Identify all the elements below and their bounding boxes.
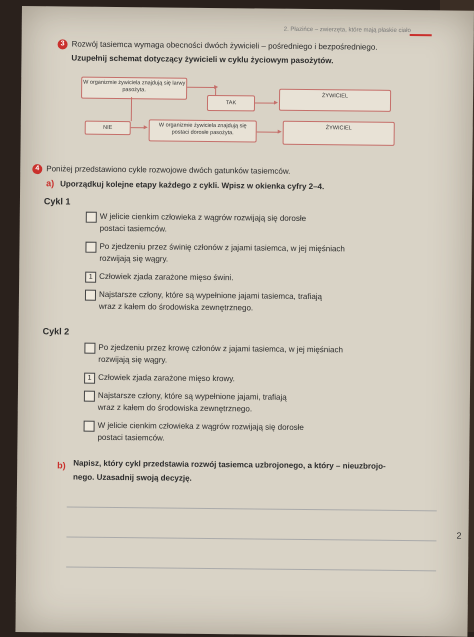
answer-box[interactable]: 1 xyxy=(84,373,95,384)
answer-box[interactable] xyxy=(85,290,96,301)
step-text: Najstarsze człony, które są wypełnione jajami, trafiają xyxy=(97,390,287,402)
diagram-box-nie: NIE xyxy=(85,121,131,135)
part-b-line-1: Napisz, który cykl przedstawia rozwój tasiemca uzbrojonego, a który – nieuzbrojo- xyxy=(73,458,386,471)
cycle-2-title: Cykl 2 xyxy=(42,326,70,337)
step-text: Po zjedzeniu przez krowę członów z jajami tasiemca, w jej mięśniach xyxy=(98,342,344,355)
step-text: wraz z kałem do środowiska zewnętrznego. xyxy=(97,402,253,414)
diagram-arrow xyxy=(131,127,145,128)
diagram-arrow xyxy=(257,131,279,132)
page-number: 2 xyxy=(456,530,462,541)
step-text: postaci tasiemców. xyxy=(99,223,167,234)
diagram-box-tak: TAK xyxy=(207,95,255,112)
answer-box[interactable] xyxy=(84,391,95,402)
header-accent xyxy=(410,34,432,36)
step-text: Po zjedzeniu przez świnię członów z jajami tasiemca, w jej mięśniach xyxy=(99,241,345,254)
step-text: Człowiek zjada zarażone mięso świni. xyxy=(99,271,234,283)
part-b-label: b) xyxy=(57,460,66,471)
diagram-box-adults: W organizmie żywiciela znajdują się postaci dorosłe pasożyta. xyxy=(149,119,257,142)
step-text: Najstarsze człony, które są wypełnione jajami tasiemca, trafiają xyxy=(98,289,323,302)
step-text: rozwijają się wągry. xyxy=(99,253,169,264)
answer-box[interactable] xyxy=(84,343,95,354)
diagram-arrow xyxy=(255,102,275,103)
task-4-intro: Poniżej przedstawiono cykle rozwojowe dwóch gatunków tasiemców. xyxy=(46,164,291,176)
answer-box[interactable]: 1 xyxy=(85,272,96,283)
step-text: wraz z kałem do środowiska zewnętrznego. xyxy=(98,301,254,313)
part-b-line-2: nego. Uzasadnij swoją decyzję. xyxy=(73,472,192,483)
task-3-intro: Rozwój tasiemca wymaga obecności dwóch żywicieli – pośredniego i bezpośredniego. xyxy=(71,39,378,52)
chapter-header: 2. Płazińce – zwierzęta, które mają płaskie ciało xyxy=(283,26,411,35)
answer-box[interactable] xyxy=(85,242,96,253)
diagram-connector xyxy=(131,97,132,121)
step-text: W jelicie cienkim człowieka z wągrów rozwijają się dorosłe xyxy=(99,211,307,223)
step-text: W jelicie cienkim człowieka z wągrów rozwijają się dorosłe xyxy=(97,420,304,432)
diagram-box-host-1: ŻYWICIEL xyxy=(279,89,391,112)
part-a-instruction: Uporządkuj kolejne etapy każdego z cykli. Wpisz w okienka cyfry 2–4. xyxy=(60,179,325,192)
answer-line[interactable] xyxy=(67,506,437,511)
answer-line[interactable] xyxy=(66,566,436,571)
step-text: rozwijają się wągry. xyxy=(98,354,168,365)
step-text: postaci tasiemców. xyxy=(97,432,165,443)
workbook-page xyxy=(15,6,474,637)
diagram-arrow xyxy=(187,87,215,88)
answer-box[interactable] xyxy=(84,421,95,432)
cycle-1-title: Cykl 1 xyxy=(43,196,71,207)
answer-box[interactable] xyxy=(86,212,97,223)
task-3-number: 3 xyxy=(58,39,68,49)
step-text: Człowiek zjada zarażone mięso krowy. xyxy=(98,372,235,384)
diagram-box-host-2: ŻYWICIEL xyxy=(283,121,395,146)
task-4-number: 4 xyxy=(32,164,42,174)
answer-line[interactable] xyxy=(66,536,436,541)
task-3-instruction: Uzupełnij schemat dotyczący żywicieli w cyklu życiowym pasożytów. xyxy=(71,53,334,66)
diagram-box-larvae: W organizmie żywiciela znajdują się larwy pasożyta. xyxy=(81,77,187,100)
part-a-label: a) xyxy=(46,178,55,189)
